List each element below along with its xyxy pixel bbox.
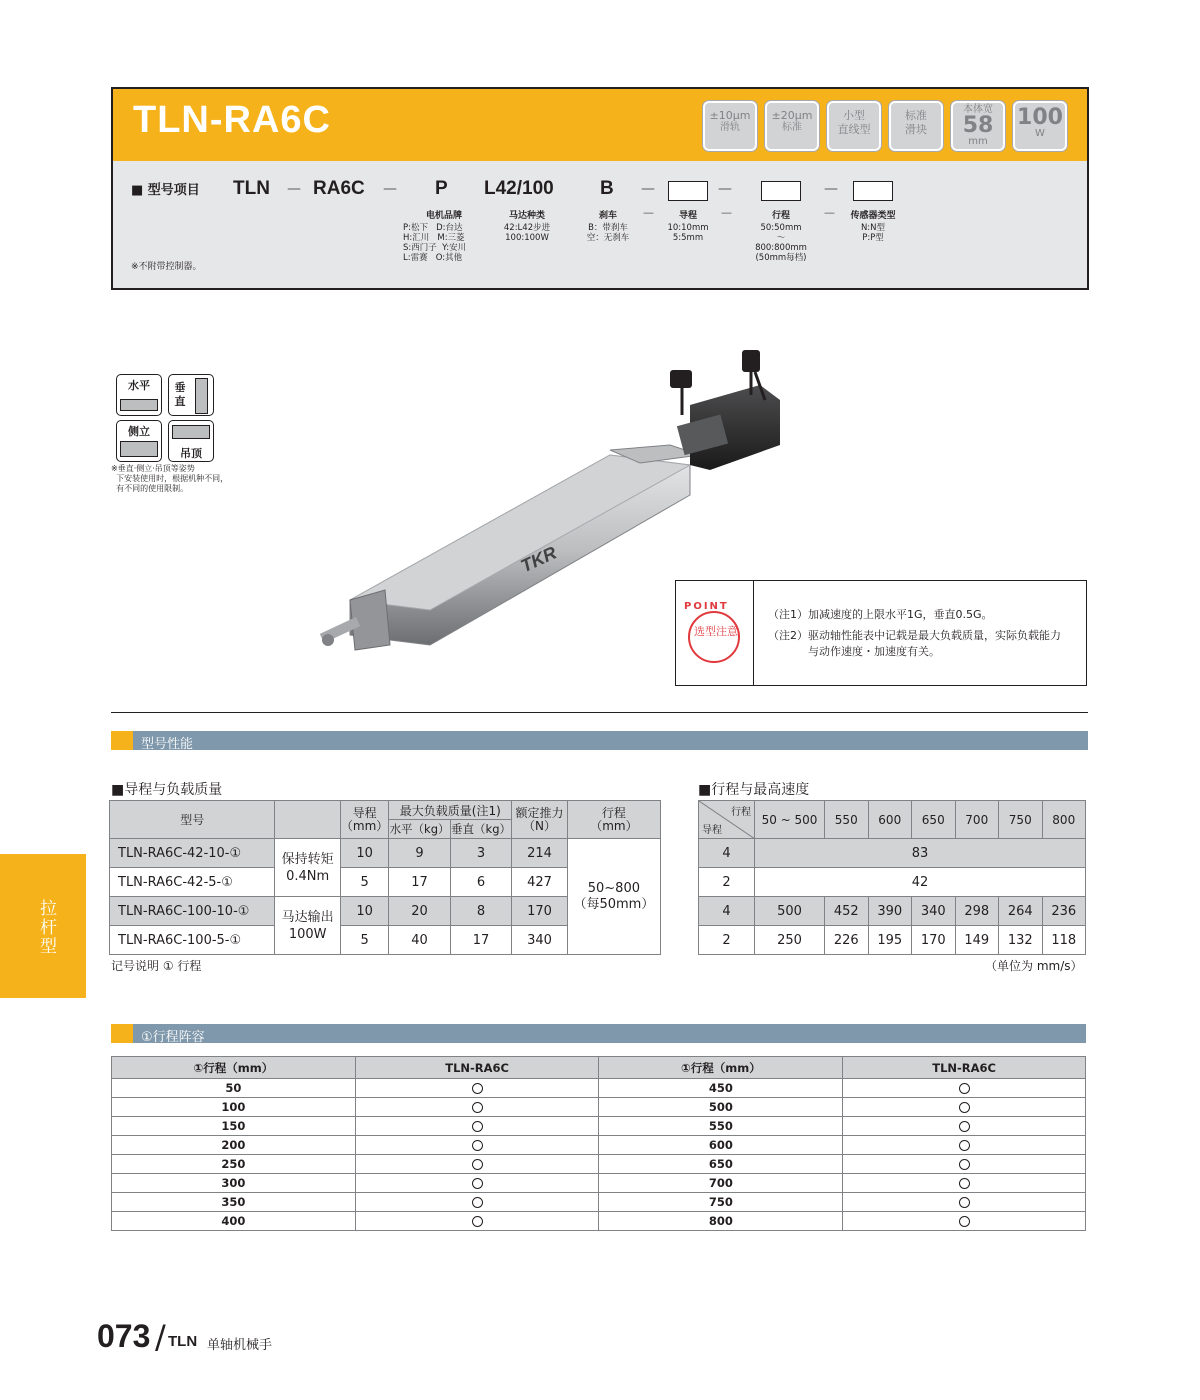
section-bar-performance [111, 731, 1088, 750]
th-stroke-unit: （mm） [590, 818, 638, 833]
cell-lead: 4 [699, 897, 755, 926]
cell-vertical: 8 [450, 897, 511, 926]
cell-available [843, 1117, 1086, 1136]
cell-available [355, 1117, 599, 1136]
th-thrust-label: 额定推力 [515, 805, 564, 820]
circle-icon [959, 1140, 970, 1151]
mount-label: 水平 [128, 379, 150, 392]
circle-icon [959, 1083, 970, 1094]
table-row [112, 1136, 1086, 1155]
table-row [112, 1212, 1086, 1231]
cell-horizontal: 20 [389, 897, 450, 926]
th-model: TLN-RA6C [843, 1057, 1086, 1079]
circle-icon [959, 1216, 970, 1227]
cell-available [843, 1193, 1086, 1212]
cell-speed: 250 [755, 926, 825, 955]
circle-icon [472, 1102, 483, 1113]
circle-icon [472, 1140, 483, 1151]
corner-bottom: 导程 [702, 825, 722, 836]
code-motor-type: L42/100 [484, 178, 554, 199]
badge-text: ±10μm [709, 109, 751, 122]
speed-table-title: ■行程与最高速度 [698, 782, 810, 798]
cell-model: TLN-RA6C-100-10-① [110, 897, 275, 926]
cell-stroke: 600 [599, 1136, 843, 1155]
cell-stroke: 350 [112, 1193, 356, 1212]
field-text-motor-type: 42:L42步进 100:100W [503, 223, 551, 243]
cell-available [355, 1193, 599, 1212]
cell-horizontal: 9 [389, 839, 450, 868]
table-row [699, 926, 1086, 955]
page-title: TLN-RA6C [133, 99, 331, 141]
th-stroke: ①行程（mm） [112, 1057, 356, 1079]
group-value: 0.4Nm [286, 868, 330, 884]
cell-horizontal: 40 [389, 926, 450, 955]
cell-speed: 132 [999, 926, 1043, 955]
table-row [112, 1155, 1086, 1174]
cell-thrust: 340 [512, 926, 568, 955]
footer-subtitle: 单轴机械手 [207, 1338, 273, 1353]
mount-horizontal [116, 374, 162, 416]
point-note-1: （注1）加减速度的上限水平1G，垂直0.5G。 [768, 608, 993, 621]
cell-lead: 2 [699, 868, 755, 897]
th-stroke: ①行程（mm） [599, 1057, 843, 1079]
cell-stroke [567, 839, 660, 955]
cell-thrust: 427 [512, 868, 568, 897]
cell-lead: 2 [699, 926, 755, 955]
badge-small-linear [827, 101, 881, 151]
badge-precision-20 [765, 101, 819, 151]
table-row [112, 1174, 1086, 1193]
cell-available [843, 1174, 1086, 1193]
th-stroke: 800 [1042, 801, 1086, 839]
section-title: 型号性能 [141, 737, 194, 752]
cell-model: TLN-RA6C-100-5-① [110, 926, 275, 955]
cell-stroke: 200 [112, 1136, 356, 1155]
cell-available [355, 1136, 599, 1155]
footer-brand: TLN [168, 1333, 198, 1350]
th-thrust [512, 801, 568, 839]
point-note-2: （注2）驱动轴性能表中记载是最大负载质量，实际负载能力 [768, 629, 1061, 642]
cell-stroke: 800 [599, 1212, 843, 1231]
corner-top: 行程 [731, 807, 751, 818]
th-thrust-unit: （N） [523, 818, 556, 833]
mount-vertical [168, 374, 214, 416]
th-stroke [567, 801, 660, 839]
th-stroke: 650 [912, 801, 956, 839]
cell-group-torque [275, 839, 341, 897]
section-bar-stroke-lineup [111, 1024, 1086, 1043]
divider [111, 712, 1088, 713]
cell-speed: 118 [1042, 926, 1086, 955]
point-word: POINT [684, 601, 729, 612]
th-lead [340, 801, 388, 839]
cell-vertical: 6 [450, 868, 511, 897]
group-label: 马达输出 [281, 909, 334, 925]
badge-text: 直线型 [837, 123, 871, 136]
th-model: TLN-RA6C [355, 1057, 599, 1079]
field-text-brake: B：带刹车 空：无刹车 [586, 223, 630, 243]
model-header-card [111, 87, 1089, 290]
cell-stroke: 250 [112, 1155, 356, 1174]
code-series: TLN [233, 178, 270, 199]
legend-note: 记号说明 ① 行程 [111, 959, 202, 973]
ceiling-icon [172, 425, 210, 439]
circle-icon [472, 1083, 483, 1094]
table-row [112, 1193, 1086, 1212]
cell-speed: 390 [868, 897, 912, 926]
badge-text: 滑轨 [720, 122, 740, 133]
mount-label: 侧立 [128, 425, 150, 438]
mount-label: 吊顶 [180, 447, 202, 460]
th-stroke: 550 [825, 801, 869, 839]
circle-icon [959, 1178, 970, 1189]
vertical-icon [195, 378, 208, 414]
lead-input-box [668, 181, 708, 201]
cell-stroke: 100 [112, 1098, 356, 1117]
cell-speed: 340 [912, 897, 956, 926]
stroke-value: 50~800 [587, 880, 640, 896]
lead-load-table [109, 800, 661, 955]
dash: — [718, 181, 732, 197]
circle-icon [959, 1159, 970, 1170]
circle-icon [472, 1178, 483, 1189]
cell-available [843, 1098, 1086, 1117]
circle-icon [959, 1102, 970, 1113]
cell-vertical: 17 [450, 926, 511, 955]
circle-icon [472, 1159, 483, 1170]
cell-lead: 5 [340, 926, 388, 955]
th-stroke: 750 [999, 801, 1043, 839]
group-value: 100W [288, 926, 327, 942]
cell-speed: 500 [755, 897, 825, 926]
badge-text: 标准 [782, 122, 802, 133]
stroke-lineup-table [111, 1056, 1086, 1231]
th-model: 型号 [110, 801, 275, 839]
badge-value: 58 [962, 113, 994, 138]
th-corner [699, 801, 755, 839]
cell-available [355, 1155, 599, 1174]
th-max-load: 最大负载质量(注1) [389, 801, 512, 820]
group-label: 保持转矩 [281, 851, 334, 867]
table-row [699, 868, 1086, 897]
section-accent [111, 731, 133, 750]
badge-text: ±20μm [771, 109, 813, 122]
cell-lead: 4 [699, 839, 755, 868]
badge-text: 本体宽 [963, 104, 993, 115]
badge-text: mm [968, 136, 988, 147]
cell-horizontal: 17 [389, 868, 450, 897]
badge-text: 标准 [905, 109, 927, 122]
model-items-label: ■ 型号项目 [131, 183, 200, 198]
point-label: 选型注意 [694, 625, 738, 638]
cell-available [843, 1212, 1086, 1231]
badge-precision-10 [703, 101, 757, 151]
badge-body-width [951, 101, 1005, 151]
cell-stroke: 50 [112, 1079, 356, 1098]
cell-speed: 452 [825, 897, 869, 926]
cell-speed: 42 [755, 868, 1086, 897]
page-number: 073 [97, 1318, 151, 1354]
mounting-note: ※垂直·侧立·吊顶等姿势 下安装使用时，根据机种不同， 有不同的使用限制。 [111, 464, 229, 493]
cell-stroke: 150 [112, 1117, 356, 1136]
side-category-text: 拉杆型 [40, 899, 57, 957]
cell-stroke: 700 [599, 1174, 843, 1193]
cell-available [355, 1212, 599, 1231]
section-accent [111, 1024, 133, 1043]
cell-available [355, 1098, 599, 1117]
badge-text: 小型 [843, 109, 865, 122]
cell-stroke: 750 [599, 1193, 843, 1212]
dash: — [383, 181, 397, 197]
circle-icon [472, 1216, 483, 1227]
badge-text: W [1035, 128, 1045, 139]
circle-icon [959, 1197, 970, 1208]
field-label-motor-type: 马达种类 [508, 211, 545, 221]
dash: — [824, 206, 835, 219]
th-horizontal: 水平（kg） [389, 820, 450, 839]
code-type: RA6C [313, 178, 365, 199]
cell-model: TLN-RA6C-42-5-① [110, 868, 275, 897]
field-label-motor-brand: 电机品牌 [425, 211, 462, 221]
sensor-input-box [853, 181, 893, 201]
footer-slash: / [155, 1318, 166, 1356]
cell-thrust: 214 [512, 839, 568, 868]
cell-available [843, 1136, 1086, 1155]
dash: — [824, 181, 838, 197]
side-icon [120, 441, 158, 457]
badge-value: 100 [1017, 105, 1063, 130]
field-label-stroke: 行程 [771, 211, 790, 221]
th-vertical: 垂直（kg） [450, 820, 511, 839]
field-label-sensor: 传感器类型 [850, 211, 896, 221]
cell-lead: 10 [340, 839, 388, 868]
cell-stroke: 550 [599, 1117, 843, 1136]
mount-label: 垂直 [174, 381, 186, 408]
horizontal-icon [120, 399, 158, 411]
badge-power [1013, 101, 1067, 151]
badge-standard-slider [889, 101, 943, 151]
table-row [112, 1079, 1086, 1098]
th-lead-unit: （mm） [340, 818, 389, 833]
circle-icon [959, 1121, 970, 1132]
cell-thrust: 170 [512, 897, 568, 926]
lead-table-title: ■导程与负载质量 [111, 782, 223, 798]
circle-icon [472, 1121, 483, 1132]
cell-vertical: 3 [450, 839, 511, 868]
cell-stroke: 500 [599, 1098, 843, 1117]
th-lead-label: 导程 [352, 805, 377, 820]
dash: — [643, 206, 654, 219]
th-stroke: 600 [868, 801, 912, 839]
cell-speed: 226 [825, 926, 869, 955]
cell-stroke: 450 [599, 1079, 843, 1098]
cell-group-motor [275, 897, 341, 955]
cell-speed: 149 [955, 926, 999, 955]
badge-text: 滑块 [905, 123, 927, 136]
cell-stroke: 300 [112, 1174, 356, 1193]
cell-speed: 298 [955, 897, 999, 926]
cell-lead: 5 [340, 868, 388, 897]
no-controller-note: ※不附带控制器。 [131, 262, 202, 272]
stroke-note: （每50mm） [573, 896, 655, 912]
cell-speed: 83 [755, 839, 1086, 868]
title-bar [113, 89, 1087, 161]
stroke-input-box [761, 181, 801, 201]
field-text-lead: 10:10mm 5:5mm [667, 223, 709, 243]
code-motor-brand: P [435, 178, 448, 199]
field-text-motor-brand: P:松下 D:台达 H:汇川 M:三菱 S:西门子 Y:安川 L:雷赛 O:其他 [403, 223, 467, 263]
point-note-box [675, 580, 1087, 686]
point-badge-area [676, 581, 754, 685]
cell-lead: 10 [340, 897, 388, 926]
cell-speed: 195 [868, 926, 912, 955]
th-group [275, 801, 341, 839]
circle-icon [472, 1197, 483, 1208]
cell-available [355, 1079, 599, 1098]
table-row [699, 839, 1086, 868]
field-text-sensor: N:N型 P:P型 [860, 223, 886, 243]
actuator-logo: TKR [517, 542, 560, 577]
code-brake: B [600, 178, 614, 199]
cell-available [355, 1174, 599, 1193]
stroke-speed-table [698, 800, 1086, 955]
cell-speed: 264 [999, 897, 1043, 926]
cell-speed: 170 [912, 926, 956, 955]
table-row [699, 897, 1086, 926]
section-title: ①行程阵容 [141, 1030, 205, 1045]
dash: — [721, 206, 732, 219]
dash: — [287, 181, 301, 197]
cell-stroke: 650 [599, 1155, 843, 1174]
th-stroke-label: 行程 [601, 805, 626, 820]
cell-stroke: 400 [112, 1212, 356, 1231]
field-text-stroke: 50:50mm ～ 800:800mm (50mm每档) [755, 223, 807, 263]
table-row [110, 839, 661, 868]
point-note-3: 与动作速度・加速度有关。 [808, 645, 940, 658]
field-label-brake: 刹车 [598, 211, 617, 221]
mount-side [116, 420, 162, 462]
table-row [112, 1117, 1086, 1136]
cell-available [843, 1079, 1086, 1098]
cell-available [843, 1155, 1086, 1174]
cell-speed: 236 [1042, 897, 1086, 926]
field-label-lead: 导程 [678, 211, 697, 221]
cell-model: TLN-RA6C-42-10-① [110, 839, 275, 868]
mount-ceiling [168, 420, 214, 462]
dash: — [641, 181, 655, 197]
table-row [112, 1098, 1086, 1117]
th-stroke: 700 [955, 801, 999, 839]
th-stroke: 50 ~ 500 [755, 801, 825, 839]
unit-note: （单位为 mm/s） [985, 959, 1083, 973]
